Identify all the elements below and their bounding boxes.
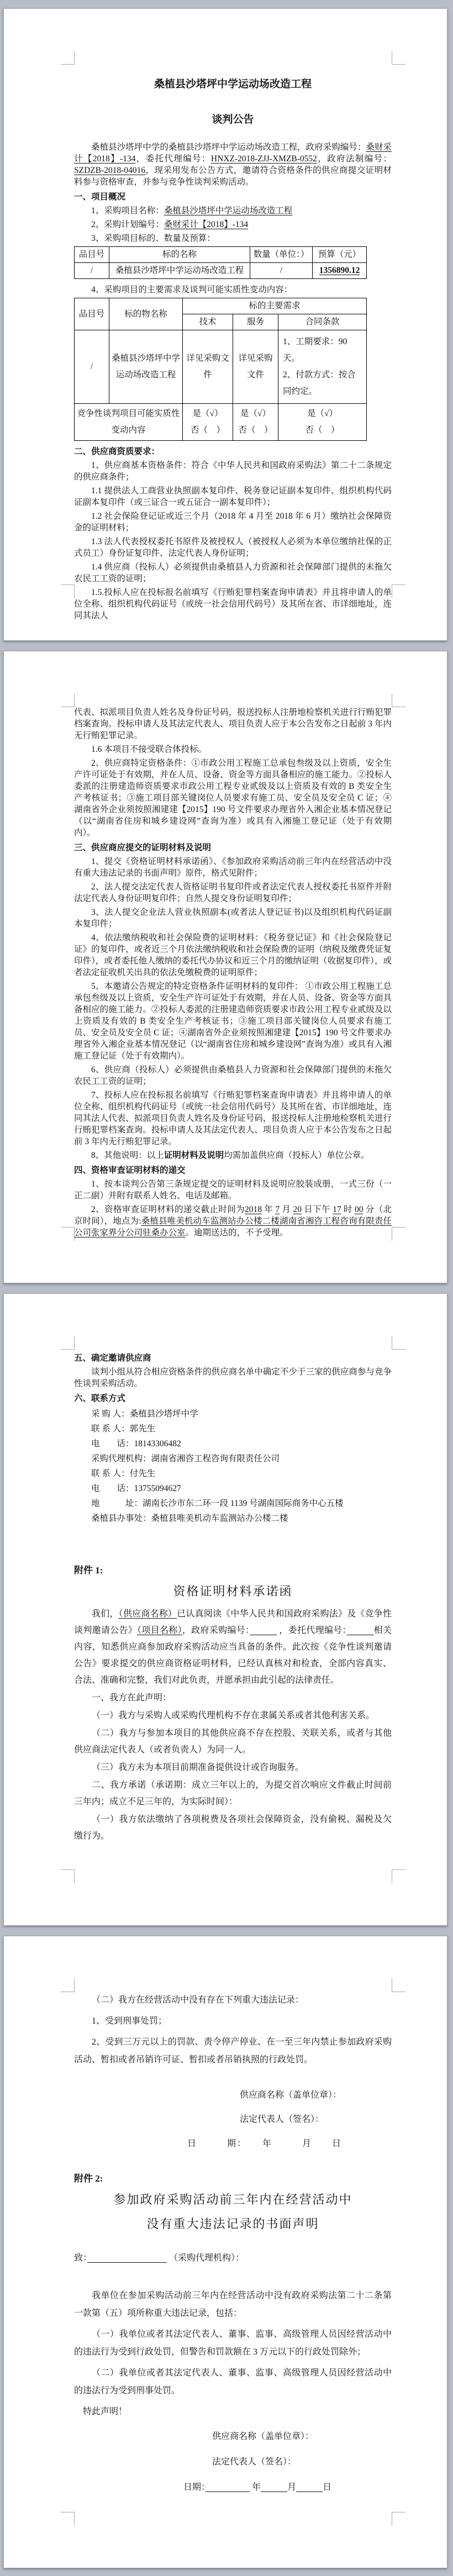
text-run: 致：	[74, 2253, 88, 2263]
specific-qualification-item: 2、供应商特定资格条件：①市政公用工程施工总承包叁级及以上资质，安全生产许可证处于有效期，并在人员、设备、资金等方面具备相应的施工能力。②投标人委派的注册建造师资质要求市政公用工程专业贰级及以上资质及有效的 B 类安全生产考核证书；③施工项目部关键岗位人员要求有施工员、安全员及安全员 C 证；④湖南省外企业须按照湘建建【2015】190 号文件要求办理省外入湘企业基本情况登记（以“湖南省住房和城乡建设网”查询为准）或具有入湘施工登记证（处于有效期内）。	[74, 758, 392, 837]
text-run: 日	[323, 2483, 332, 2492]
col-header-qty: 数量（单位：）	[250, 247, 313, 263]
section-heading-5: 五、确定邀请供应商	[74, 1353, 151, 1363]
document-title: 桑植县沙塔坪中学运动场改造工程	[154, 78, 312, 90]
col-header-main-req: 标的主要需求	[183, 298, 367, 314]
contact-line-phone: 电 话：18143306482	[91, 1439, 181, 1448]
violation-item: 1、受到刑事处罚；	[92, 2016, 167, 2026]
declaration-item: （一）我方与采购人或采购代理机构不存在隶属关系或者其他利害关系。	[92, 1711, 375, 1720]
underlined-text	[87, 2253, 167, 2263]
cell-contract-terms	[278, 330, 367, 404]
signature-supplier-name: 供应商名称（盖单位章）：	[240, 2090, 342, 2100]
col-header-pin: 品目号	[75, 247, 109, 263]
table-variation-row	[75, 404, 367, 441]
contact-line-office: 桑植县办事处：桑植县唯美机动车监测站办公楼二楼	[91, 1514, 288, 1523]
underlined-text: 桑植县唯美机动车监测站办公楼二楼湖南省湘咨工程咨询有限责任公司张家界分公司驻桑办公室	[74, 1216, 392, 1237]
no-option: 否（ ）	[305, 425, 340, 435]
requirements-item-label: 4、采购项目的主要需求及谈判可能实质性变动内容：	[91, 285, 293, 294]
text-run: 分（北京时间），地点为:	[74, 1205, 392, 1226]
attachment-2-label: 附件 2:	[74, 2173, 103, 2184]
signature-legal-representative: 法定代表人（签名）：	[240, 2115, 324, 2124]
table-header-row	[75, 247, 367, 263]
text-run: 已认真阅读《中华人民共和国政府采购法》及《竞争性谈判邀请公告》	[74, 1609, 392, 1635]
text-run: 。逾期送达的，不予受理。	[185, 1228, 288, 1237]
signature-supplier-name: 供应商名称（盖单位章）：	[212, 2432, 314, 2441]
underlined-text: 20	[293, 1205, 302, 1214]
qualification-item: 1.2 社会保险登记证或近三个月（2018 年 4 月至 2018 年 6 月）缴纳社会保障资金的证明材料；	[74, 512, 392, 533]
announcement-subtitle: 谈判公告	[212, 114, 254, 125]
underlined-text: 2018	[244, 1205, 262, 1214]
commitment-intro-paragraph	[74, 1606, 392, 1689]
margin-crop-mark-bottom-left	[61, 2512, 75, 2526]
contract-term-2: 2、付款方式：按合同约定。	[283, 370, 356, 396]
spacer	[74, 2072, 392, 2083]
page-3-content	[74, 1349, 392, 1846]
margin-crop-mark-bottom-left	[61, 1227, 75, 1241]
no-option: 否（ ）	[190, 425, 225, 435]
section-heading-2: 二、供应商资质要求：	[74, 447, 160, 456]
commitment-heading: 二、我方承诺（承诺期：成立三年以上的，为提交首次响应文件截止时间前三年内；成立不足三年的，为实际时间）：	[74, 1780, 392, 1806]
text-run: 均需加盖供应商（投标人）单位公章。	[224, 1151, 370, 1160]
text-run: 我们，	[92, 1609, 119, 1619]
col-header-budget: 预算（元）	[313, 247, 367, 263]
commitment-item: （二）我方在经营活动中没有存在下列重大违法记录：	[92, 1995, 304, 2005]
text-run: ，政府法制编号：	[317, 154, 392, 164]
text-run: （采购代理机构）：	[167, 2253, 245, 2263]
text-run: 时	[341, 1205, 355, 1214]
qualification-item: 1.6 本项目不接受联合体投标。	[91, 745, 207, 754]
material-item: 4、依法缴纳税收和社会保险费的证明材料：《税务登记证》和《社会保险登记证》的复印件，或者近三个月依法缴纳税收和社会保险费的证明（纳税及缴费凭证复印件），或者委托他人缴纳的委托代办协议和近三个月的缴纳证明（收据复印件），或者法定征收机关出具的依法免缴税费的证明原件；	[74, 933, 392, 977]
contact-line-agency: 采购代理机构：湖南省湘咨工程咨询有限责任公司	[91, 1454, 280, 1463]
underlined-text: 00	[354, 1205, 364, 1214]
material-item: 7、投标人应在投标报名前填写《行贿犯罪档案查询申请表》并且将申请人的单位全称、组织机构代码证号（或统一社会信用代码号）及其所在省、市详细地址，连同其法人代表、拟派项目负责人姓名及身份证号码，报送投标人注册地检察机关进行行贿犯罪档案查询。投标申请人及其法定代表人、项目负责人应于本公告发布之日起前 3 年内无行贿犯罪记录。	[74, 1091, 392, 1146]
contact-line-address: 地 址：湖南长沙市东二环一段 1139 号湖南国际商务中心五楼	[91, 1499, 344, 1508]
cell-qty: /	[250, 263, 313, 279]
material-item: 2、法人提交法定代表人资格证明书复印件或者法定代表人授权委托书原件并附法定代表人身份证明复印件；自然人提交身份证明复印件；	[74, 882, 392, 903]
material-item	[74, 1150, 392, 1161]
text-run: 月	[287, 2483, 297, 2492]
violation-item: 2、受到三万元以上的罚款、责令停产停业、在一至三年内禁止参加政府采购活动、暂扣或者吊销许可证、暂扣或者吊销执照的行政处罚。	[74, 2037, 392, 2064]
page-1-content	[74, 64, 392, 624]
material-item: 6、供应商（投标人）必须提供由桑植县人力资源和社会保障部门提供的未拖欠农民工工资的证明；	[74, 1065, 392, 1086]
underlined-text: 17	[333, 1205, 341, 1214]
contact-line-phone: 电 话：13755094627	[91, 1484, 181, 1493]
text-run: 日下午	[301, 1205, 333, 1214]
underlined-text: （项目名称）	[137, 1626, 182, 1635]
margin-crop-mark-top-left	[61, 1978, 75, 1992]
margin-crop-mark-bottom-left	[61, 1869, 75, 1883]
margin-crop-mark-top-right	[392, 1336, 405, 1350]
margin-crop-mark-bottom-right	[392, 1869, 405, 1883]
col-header-name: 标的名称	[109, 247, 250, 263]
submission-item: 1、按本谈判公告第三条规定提交的证明材料及说明应胶装成册，一式三份（一正二副）并附有联系人姓名、电话及邮箱。	[74, 1179, 392, 1200]
underlined-text	[296, 2483, 323, 2492]
cell-variation-tech	[183, 404, 233, 441]
table-header-row	[75, 298, 367, 314]
col-header-tech: 技术	[183, 314, 233, 330]
margin-crop-mark-top-right	[392, 693, 405, 707]
underlined-text: HNXZ-2018-ZJJ-XMZB-0552	[210, 154, 317, 164]
margin-crop-mark-top-right	[392, 1978, 405, 1992]
material-item: 5、本邀请公告规定的特定资格条件证明材料的复印件： ①市政公用工程施工总承包叁级及以上资质，安全生产许可证处于有效期，并在人员、设备、资金等方面具备相应的施工能力。②投标人委派的注册建造师资质要求市政公用工程专业贰级及以上资质及有效的 B 类安全生产考核证书；③施工项目部关键岗位人员要求有施工员、安全员及安全员 C 证；④湖南省外企业须按照湘建建【2015】190 号文件要求办理省外入湘企业基本情况登记（以“湖南省住房和城乡建设网”查询为准）或具有入湘施工登记证（处于有效期内）。	[74, 982, 392, 1061]
requirements-table	[74, 298, 367, 441]
col-header-contract: 合同条款	[278, 314, 367, 330]
document-page-2	[3, 651, 447, 1283]
margin-crop-mark-top-left	[61, 51, 75, 65]
supplier-selection-paragraph: 谈判小组从符合相应资格条件的供应商名单中确定不少于三家的供应商参与竞争性谈判采购活动。	[74, 1367, 392, 1388]
col-header-pin: 品目号	[75, 298, 109, 330]
contract-term-1: 1、工期要求：90 天。	[283, 337, 347, 363]
text-run: 桑植县沙塔坪中学的桑植县沙塔坪中学运动场改造工程，政府采购编号：	[91, 143, 366, 152]
underlined-text: （供应商名称）	[118, 1609, 177, 1619]
qualification-item: 1.1 提供法人工商营业执照副本复印件、税务登记证副本复印件、组织机构代码证副本复印件（或三证合一或五证合一副本复印件）；	[74, 486, 392, 507]
document-page-1	[3, 8, 447, 641]
margin-crop-mark-top-left	[61, 1336, 75, 1350]
qualification-item: 1.3 法人代表授权委托书原件及被授权人（被授权人必须为本单位缴纳社保的正式员工）身份证复印件、法定代表人身份证明；	[74, 537, 392, 558]
commitment-item: （一）我方依法缴纳了各项税费及各项社会保障资金，没有偷税、漏税及欠缴行为。	[74, 1815, 392, 1841]
cell-variation-contract	[278, 404, 367, 441]
section-heading-6: 六、联系方式	[74, 1394, 126, 1403]
text-run: 日期：	[183, 2483, 206, 2492]
cell-name: 桑植县沙塔坪中学运动场改造工程	[109, 263, 250, 279]
submission-deadline-item	[74, 1204, 392, 1239]
text-run: 1、采购项目名称：	[91, 206, 164, 215]
contact-line-purchaser: 采 购 人：桑植县沙塔坪中学	[91, 1409, 198, 1419]
text-run: 相关内容，知悉供应商参加政府采购活动应当具备的条件。此次按《竞争性谈判邀请公告》要求提交的供应商资格证明材料，已经认真核对和检查，全部内容真实、合法、准确和完整，我们对此负责，并愿承担由此引起的法律责任。	[74, 1626, 392, 1685]
material-item: 1、提交《资格证明材料承诺函》、《参加政府采购活动前三年内在经营活动中没有重大违法记录的书面声明》原件，格式见附件；	[74, 857, 392, 878]
section-heading-3: 三、供应商应提交的证明材料及说明	[74, 843, 212, 852]
text-run: ，委托代理编号：	[277, 1626, 347, 1635]
budget-table	[74, 246, 367, 279]
qualification-item: 1、供应商基本资格条件：符合《中华人民共和国政府采购法》第二十二条规定的供应商条件；	[74, 461, 392, 482]
spacer	[74, 2271, 392, 2287]
underlined-text	[206, 2483, 250, 2492]
addressee-line	[74, 2250, 392, 2267]
no-option: 否（ ）	[238, 425, 273, 435]
col-header-service: 服务	[233, 314, 278, 330]
table-row	[75, 330, 367, 404]
material-item: 3、法人提交企业法人营业执照副本(或者法人登记证书)以及组织机构代码证副本复印件；	[74, 908, 392, 929]
project-name-item	[74, 205, 392, 217]
underlined-text	[347, 1626, 374, 1635]
text-run: 年	[261, 1205, 276, 1214]
text-run: 2、资格审查证明材料的递交截止时间为	[91, 1205, 245, 1214]
text-run: 8、其他说明：以上	[91, 1151, 164, 1160]
margin-crop-mark-top-left	[61, 693, 75, 707]
document-page-3	[3, 1293, 447, 1926]
declaration-item: （三）我方未为本项目前期准备提供设计或咨询服务。	[92, 1763, 304, 1772]
attachment-1-label: 附件 1:	[74, 1565, 103, 1576]
margin-crop-mark-bottom-left	[61, 584, 75, 598]
text-run: 月	[280, 1205, 293, 1214]
qualification-item: 1.5.投标人应在投标报名前填写《行贿犯罪档案查询申请表》并且将申请人的单位全称、组织机构代码证号（或统一社会信用代码号）及其所在省、市详细地址，连同其法人	[74, 588, 392, 620]
section-heading-4: 四、资格审查证明材料的递交	[74, 1166, 186, 1175]
statement-paragraph: 我单位在参加采购活动前三年内在经营活动中没有政府采购法第二十二条第一款第（五）项所称重大违法记录，包括：	[74, 2291, 392, 2318]
attachment-1-title: 资格证明材料承诺函	[173, 1584, 293, 1598]
spacer	[74, 2238, 392, 2250]
qualification-item: 1.4 供应商（投标人）必须提供由桑植县人力资源和社会保障部门提供的未拖欠农民工工资的证明；	[74, 562, 392, 583]
bold-text: 证明材料及说明	[164, 1151, 224, 1160]
attachment-2-title-line-1: 参加政府采购活动前三年内在经营活动中	[113, 2193, 352, 2206]
underlined-text	[261, 2483, 287, 2492]
attachment-2-title-line-2: 没有重大违法记录的书面声明	[146, 2217, 319, 2231]
budget-item-label: 3、采购项目标的、数量及预算：	[91, 234, 215, 243]
cell-variation-service	[233, 404, 278, 441]
underlined-text: 桑植县沙塔坪中学运动场改造工程	[164, 206, 293, 215]
plan-number-item	[74, 219, 392, 230]
cell-pin: /	[75, 263, 109, 279]
intro-paragraph	[74, 141, 392, 188]
declaration-heading: 一、我方在此声明：	[92, 1693, 172, 1703]
statement-item: （二）我单位或者其法定代表人、董事、监事、高级管理人员因经营活动中的违法行为受到刑事处罚。	[74, 2368, 392, 2395]
text-run: 2、采购计划编号：	[91, 220, 164, 229]
signature-legal-representative: 法定代表人（签名）：	[212, 2457, 297, 2467]
budget-value: 1356890.12	[319, 266, 360, 275]
declaration-closing: 特此声明！	[83, 2407, 128, 2416]
underlined-text: 7	[275, 1205, 280, 1214]
margin-crop-mark-bottom-right	[392, 584, 405, 598]
statement-item: （一）我单位或者其法定代表人、董事、监事、高级管理人员因经营活动中的违法行为受到行政处罚，但警告和罚款额在 3 万元以下的行政处罚除外；	[74, 2330, 392, 2357]
col-header-subject: 标的物名称	[109, 298, 183, 330]
continued-paragraph: 代表、拟派项目负责人姓名及身份证号码，报送投标人注册地检察机关进行行贿犯罪档案查询。投标申请人及其法定代表人、项目负责人应于本公告发布之日起前 3 年内无行贿犯罪记录。	[74, 708, 392, 740]
cell-variation-label: 竞争性谈判项目可能实质性变动内容	[75, 404, 183, 441]
cell-tech: 详见采购文件	[183, 330, 233, 404]
section-heading-1: 一、项目概况	[74, 192, 126, 202]
text-run: ，委托代理编号：	[135, 154, 211, 164]
yes-option: 是（√）	[192, 409, 223, 418]
text-run: ，现采用发布公告方式，邀请符合资格条件的供应商提交证明材料参与资格审查，并参与竞争性谈判采购活动。	[74, 166, 392, 187]
yes-option: 是（√）	[307, 409, 338, 418]
underlined-text: 桑财采计【2018】-134	[164, 220, 249, 229]
underlined-text: SZDZB-2018-04016	[74, 166, 146, 175]
table-row	[75, 263, 367, 279]
cell-pin: /	[75, 330, 109, 404]
contact-line-person: 联 系 人：付先生	[91, 1469, 156, 1478]
cell-service: 详见采购文件	[233, 330, 278, 404]
text-run: ，政府采购编号：	[182, 1626, 250, 1635]
page-2-content	[74, 707, 392, 1241]
signature-date	[183, 2475, 392, 2500]
document-page-4	[3, 1936, 447, 2568]
cell-subject: 桑植县沙塔坪中学运动场改造工程	[109, 330, 183, 404]
yes-option: 是（√）	[240, 409, 271, 418]
underlined-text: 桑财采计【2018】-134	[74, 143, 392, 164]
underlined-text	[250, 1626, 277, 1635]
declaration-item: （二）我方与参加本项目的其他供应商不存在控股、关联关系，或者与其他供应商法定代表人（或者负责人）为同一人。	[74, 1729, 392, 1755]
margin-crop-mark-bottom-right	[392, 1227, 405, 1241]
margin-crop-mark-top-right	[392, 51, 405, 65]
cell-budget	[313, 263, 367, 279]
text-run: 年	[250, 2483, 261, 2492]
margin-crop-mark-bottom-right	[392, 2512, 405, 2526]
page-4-content	[74, 1992, 392, 2500]
contact-line-person: 联 系 人：郭先生	[91, 1424, 156, 1434]
signature-date: 日 期： 年 月 日	[187, 2139, 343, 2148]
